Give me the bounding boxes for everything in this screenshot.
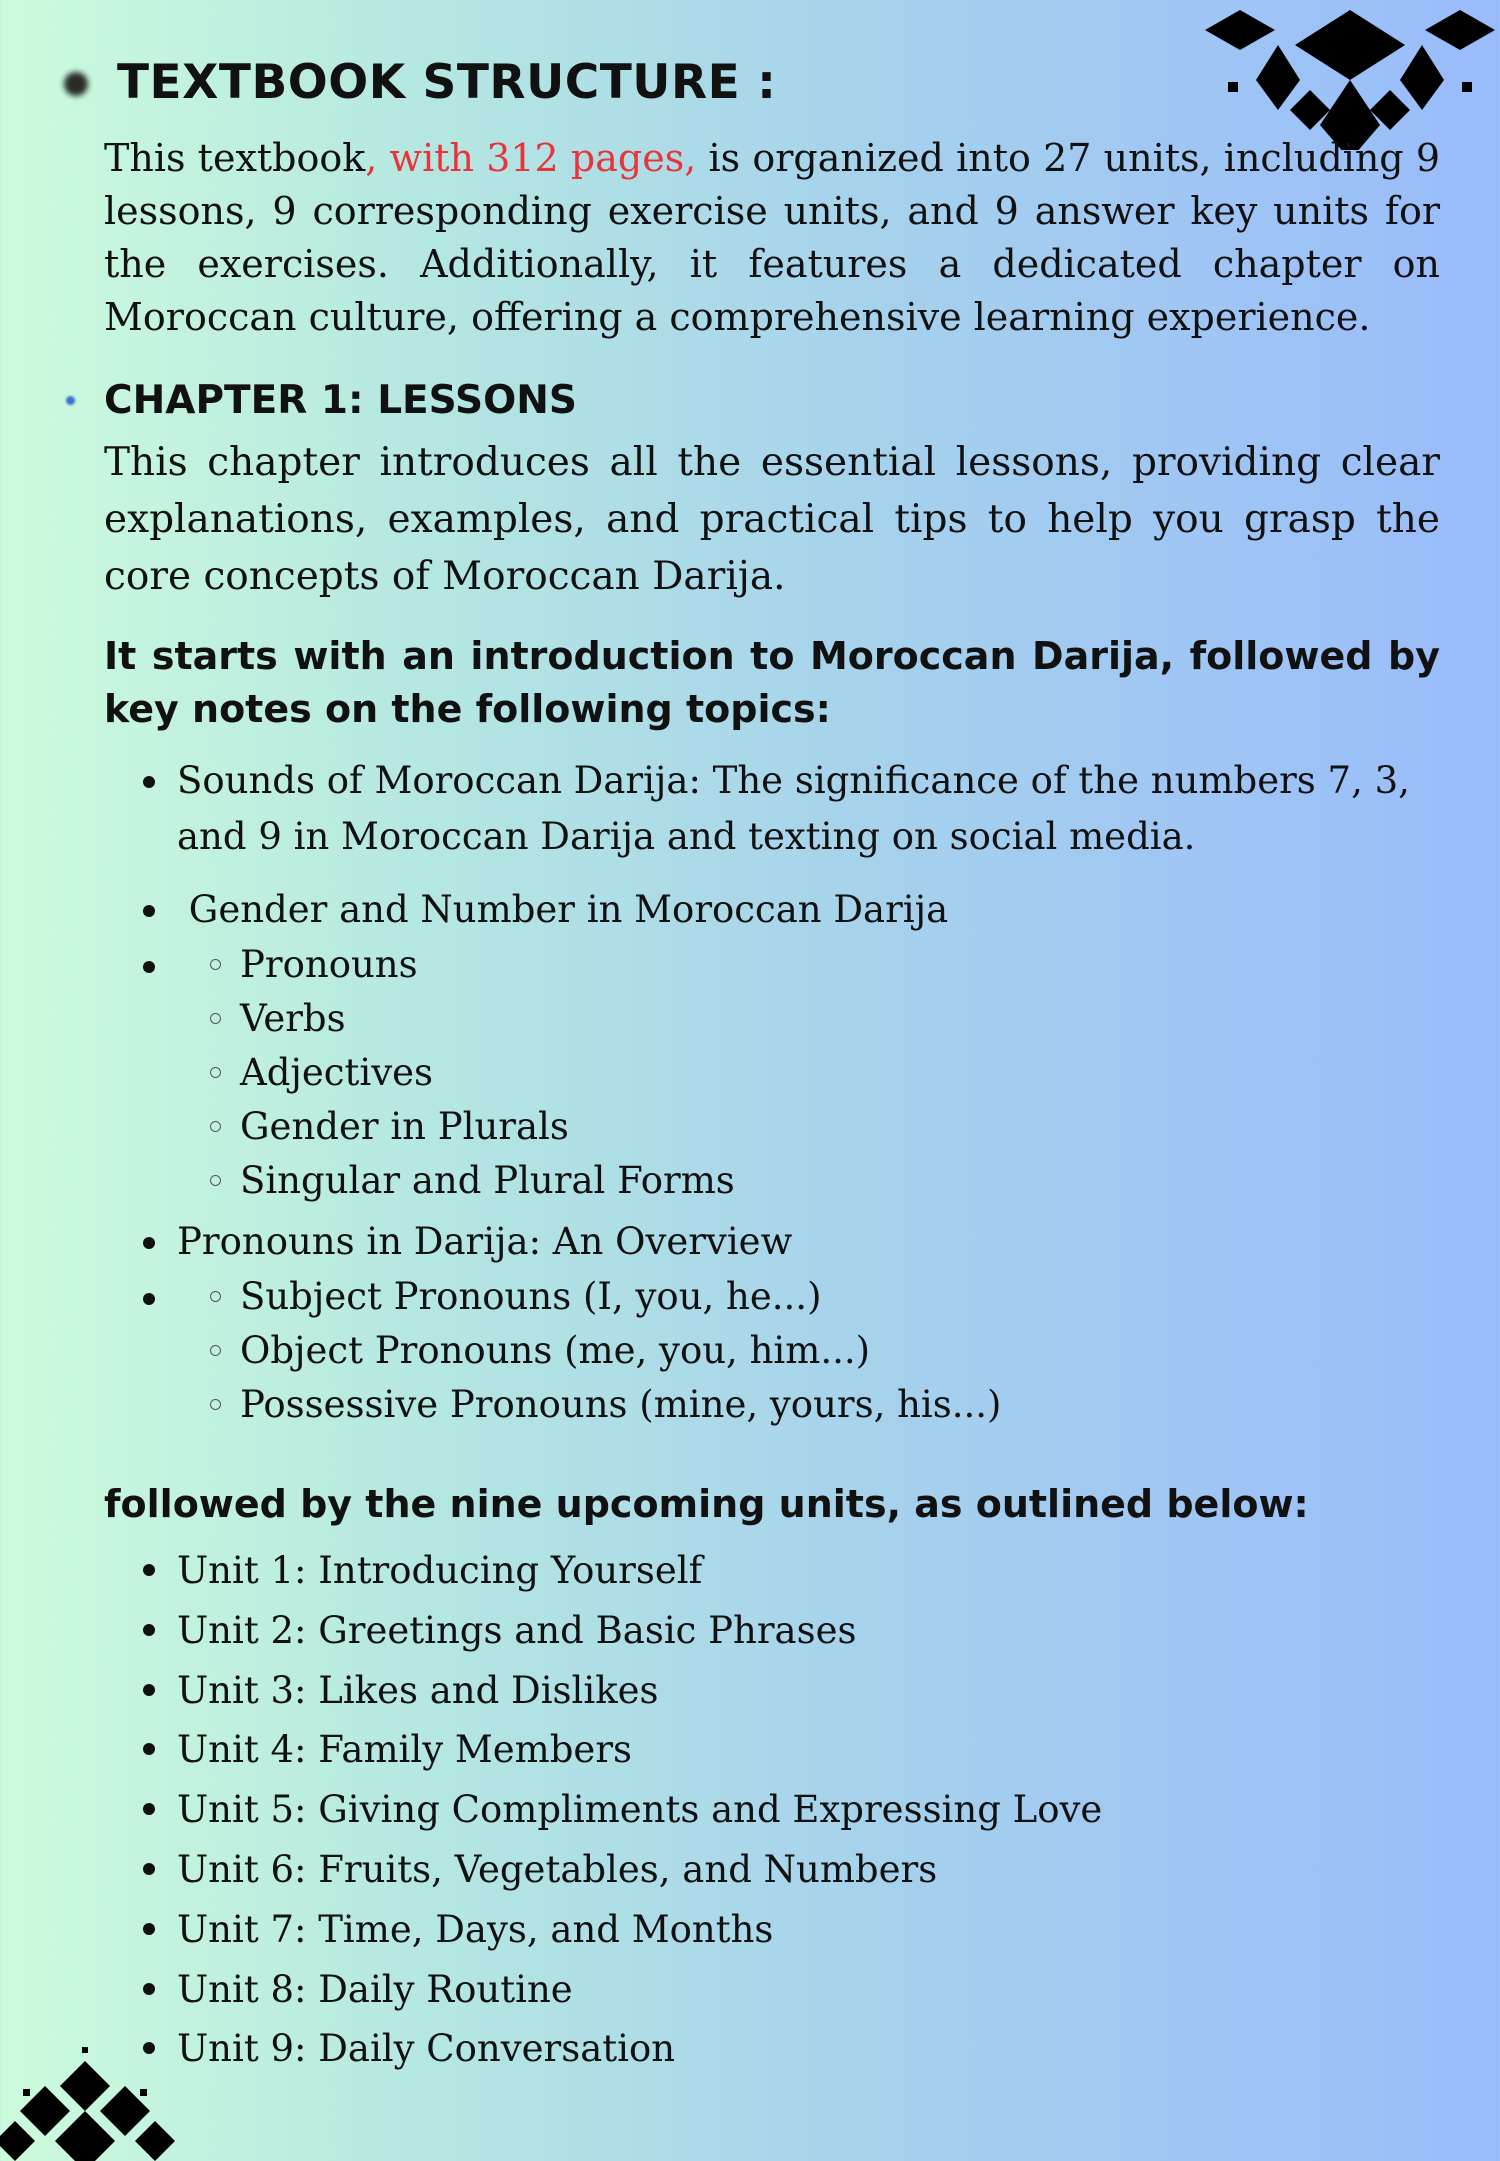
page-title: TEXTBOOK STRUCTURE : — [117, 55, 777, 110]
unit-item: Unit 3: Likes and Dislikes — [140, 1661, 1440, 1721]
list-item: Pronouns in Darija: An Overview — [140, 1214, 1440, 1270]
list-item — [140, 882, 1440, 938]
chapter-bullet-icon — [66, 396, 75, 405]
sub-list-item: Singular and Plural Forms — [140, 1154, 1440, 1208]
sub-list-item: Gender in Plurals — [140, 1100, 1440, 1154]
sub-list-item: Object Pronouns (me, you, him...) — [140, 1324, 1440, 1378]
intro-paragraph — [104, 132, 1440, 344]
chapter-heading: CHAPTER 1: LESSONS — [104, 378, 577, 423]
unit-list — [140, 1541, 1440, 2079]
intro-text-rest: is organized into 27 units, including 9 lessons, 9 corresponding exercise units, and 9 answer key units for the exercises. Additionally, it features a dedicated chapter on Moroccan culture, offering a comprehensive learning experience. — [104, 136, 1440, 339]
sub-list-item: Verbs — [140, 992, 1440, 1046]
sub-list-item: Adjectives — [140, 1046, 1440, 1100]
unit-item: Unit 7: Time, Days, and Months — [140, 1900, 1440, 1960]
topics-intro: It starts with an introduction to Moroccan Darija, followed by key notes on the following topics: — [104, 634, 1440, 731]
topic-list — [140, 882, 1440, 1208]
chapter-description: This chapter introduces all the essential lessons, providing clear explanations, examples, and practical tips to help you grasp the core concepts of Moroccan Darija. — [104, 440, 1440, 599]
intro-text: This textbook — [104, 136, 366, 180]
unit-item: Unit 2: Greetings and Basic Phrases — [140, 1601, 1440, 1661]
sub-list-item: Possessive Pronouns (mine, yours, his...) — [140, 1378, 1440, 1432]
unit-item: Unit 5: Giving Compliments and Expressing Love — [140, 1780, 1440, 1840]
sub-list-item: Pronouns — [140, 938, 1440, 992]
unit-item: Unit 1: Introducing Yourself — [140, 1541, 1440, 1601]
sub-list — [140, 1270, 1440, 1432]
sub-list — [140, 938, 1440, 1208]
list-item-wrapper — [140, 1270, 1440, 1432]
page-count-highlight: , with 312 pages, — [365, 136, 697, 180]
list-item: Sounds of Moroccan Darija: The significance of the numbers 7, 3, and 9 in Moroccan Darija and texting on social media. — [140, 753, 1440, 865]
topic-list — [140, 753, 1440, 865]
topic-list — [140, 1214, 1440, 1432]
units-intro: followed by the nine upcoming units, as outlined below: — [104, 1482, 1309, 1526]
list-item-wrapper — [140, 938, 1440, 1208]
unit-item: Unit 4: Family Members — [140, 1720, 1440, 1780]
sub-list-item: Subject Pronouns (I, you, he...) — [140, 1270, 1440, 1324]
unit-item: Unit 8: Daily Routine — [140, 1960, 1440, 2020]
title-bullet-icon — [64, 72, 88, 96]
unit-item: Unit 9: Daily Conversation — [140, 2019, 1440, 2079]
unit-item: Unit 6: Fruits, Vegetables, and Numbers — [140, 1840, 1440, 1900]
moroccan-star-ornament-icon — [1200, 0, 1500, 150]
topic-label: Gender and Number in Moroccan Darija — [188, 888, 949, 931]
